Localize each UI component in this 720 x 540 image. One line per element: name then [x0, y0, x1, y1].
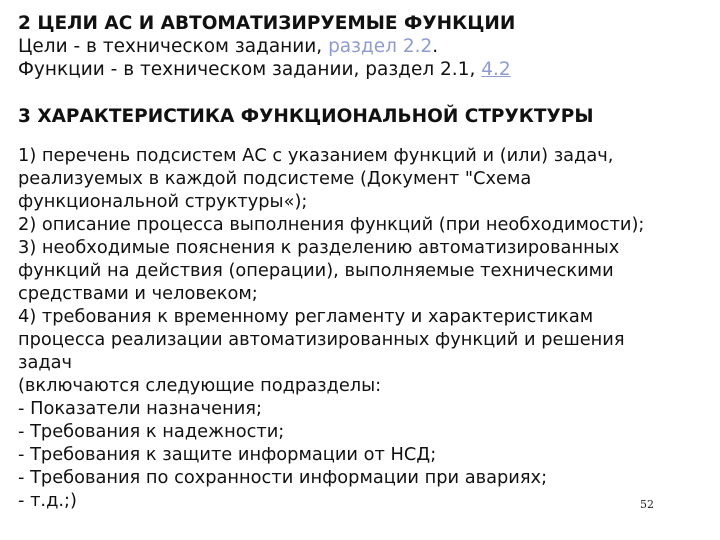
- text-line: 4) требования к временному регламенту и характеристикам: [18, 306, 594, 327]
- text-line: (включаются следующие подразделы:: [18, 375, 382, 396]
- goals-text: Цели - в техническом задании,: [18, 36, 329, 57]
- text-line: 2) описание процесса выполнения функций (при необходимости);: [18, 214, 645, 235]
- text-line: 1) перечень подсистем АС с указанием функций и (или) задач,: [18, 145, 614, 166]
- text-line: реализуемых в каждой подсистеме (Документ "Схема: [18, 168, 532, 189]
- functions-text: Функции - в техническом задании, раздел 2.1,: [18, 59, 482, 80]
- text-line: - т.д.;): [18, 490, 77, 511]
- text-line: средствами и человеком;: [18, 283, 258, 304]
- text-line: процесса реализации автоматизированных функций и решения: [18, 329, 625, 350]
- functions-line: [18, 58, 708, 81]
- text-line: функций на действия (операции), выполняемые техническими: [18, 260, 614, 281]
- goals-suffix: .: [432, 36, 439, 57]
- text-line: - Показатели назначения;: [18, 398, 262, 419]
- text-line: - Требования к надежности;: [18, 421, 285, 442]
- slide-content: [18, 12, 708, 512]
- goals-line: [18, 35, 708, 58]
- text-line: - Требования по сохранности информации при авариях;: [18, 467, 548, 488]
- structure-description: [18, 144, 708, 512]
- functions-section-link[interactable]: 4.2: [481, 59, 511, 80]
- section-heading-structure: 3 ХАРАКТЕРИСТИКА ФУНКЦИОНАЛЬНОЙ СТРУКТУРЫ: [18, 106, 594, 127]
- text-line: - Требования к защите информации от НСД;: [18, 444, 437, 465]
- goals-section-link[interactable]: раздел 2.2: [328, 36, 433, 57]
- page-number: 52: [640, 498, 654, 511]
- text-line: 3) необходимые пояснения к разделению автоматизированных: [18, 237, 620, 258]
- section-heading-goals: 2 ЦЕЛИ АС И АВТОМАТИЗИРУЕМЫЕ ФУНКЦИИ: [18, 13, 516, 34]
- text-line: функциональной структуры«);: [18, 191, 308, 212]
- text-line: задач: [18, 352, 73, 373]
